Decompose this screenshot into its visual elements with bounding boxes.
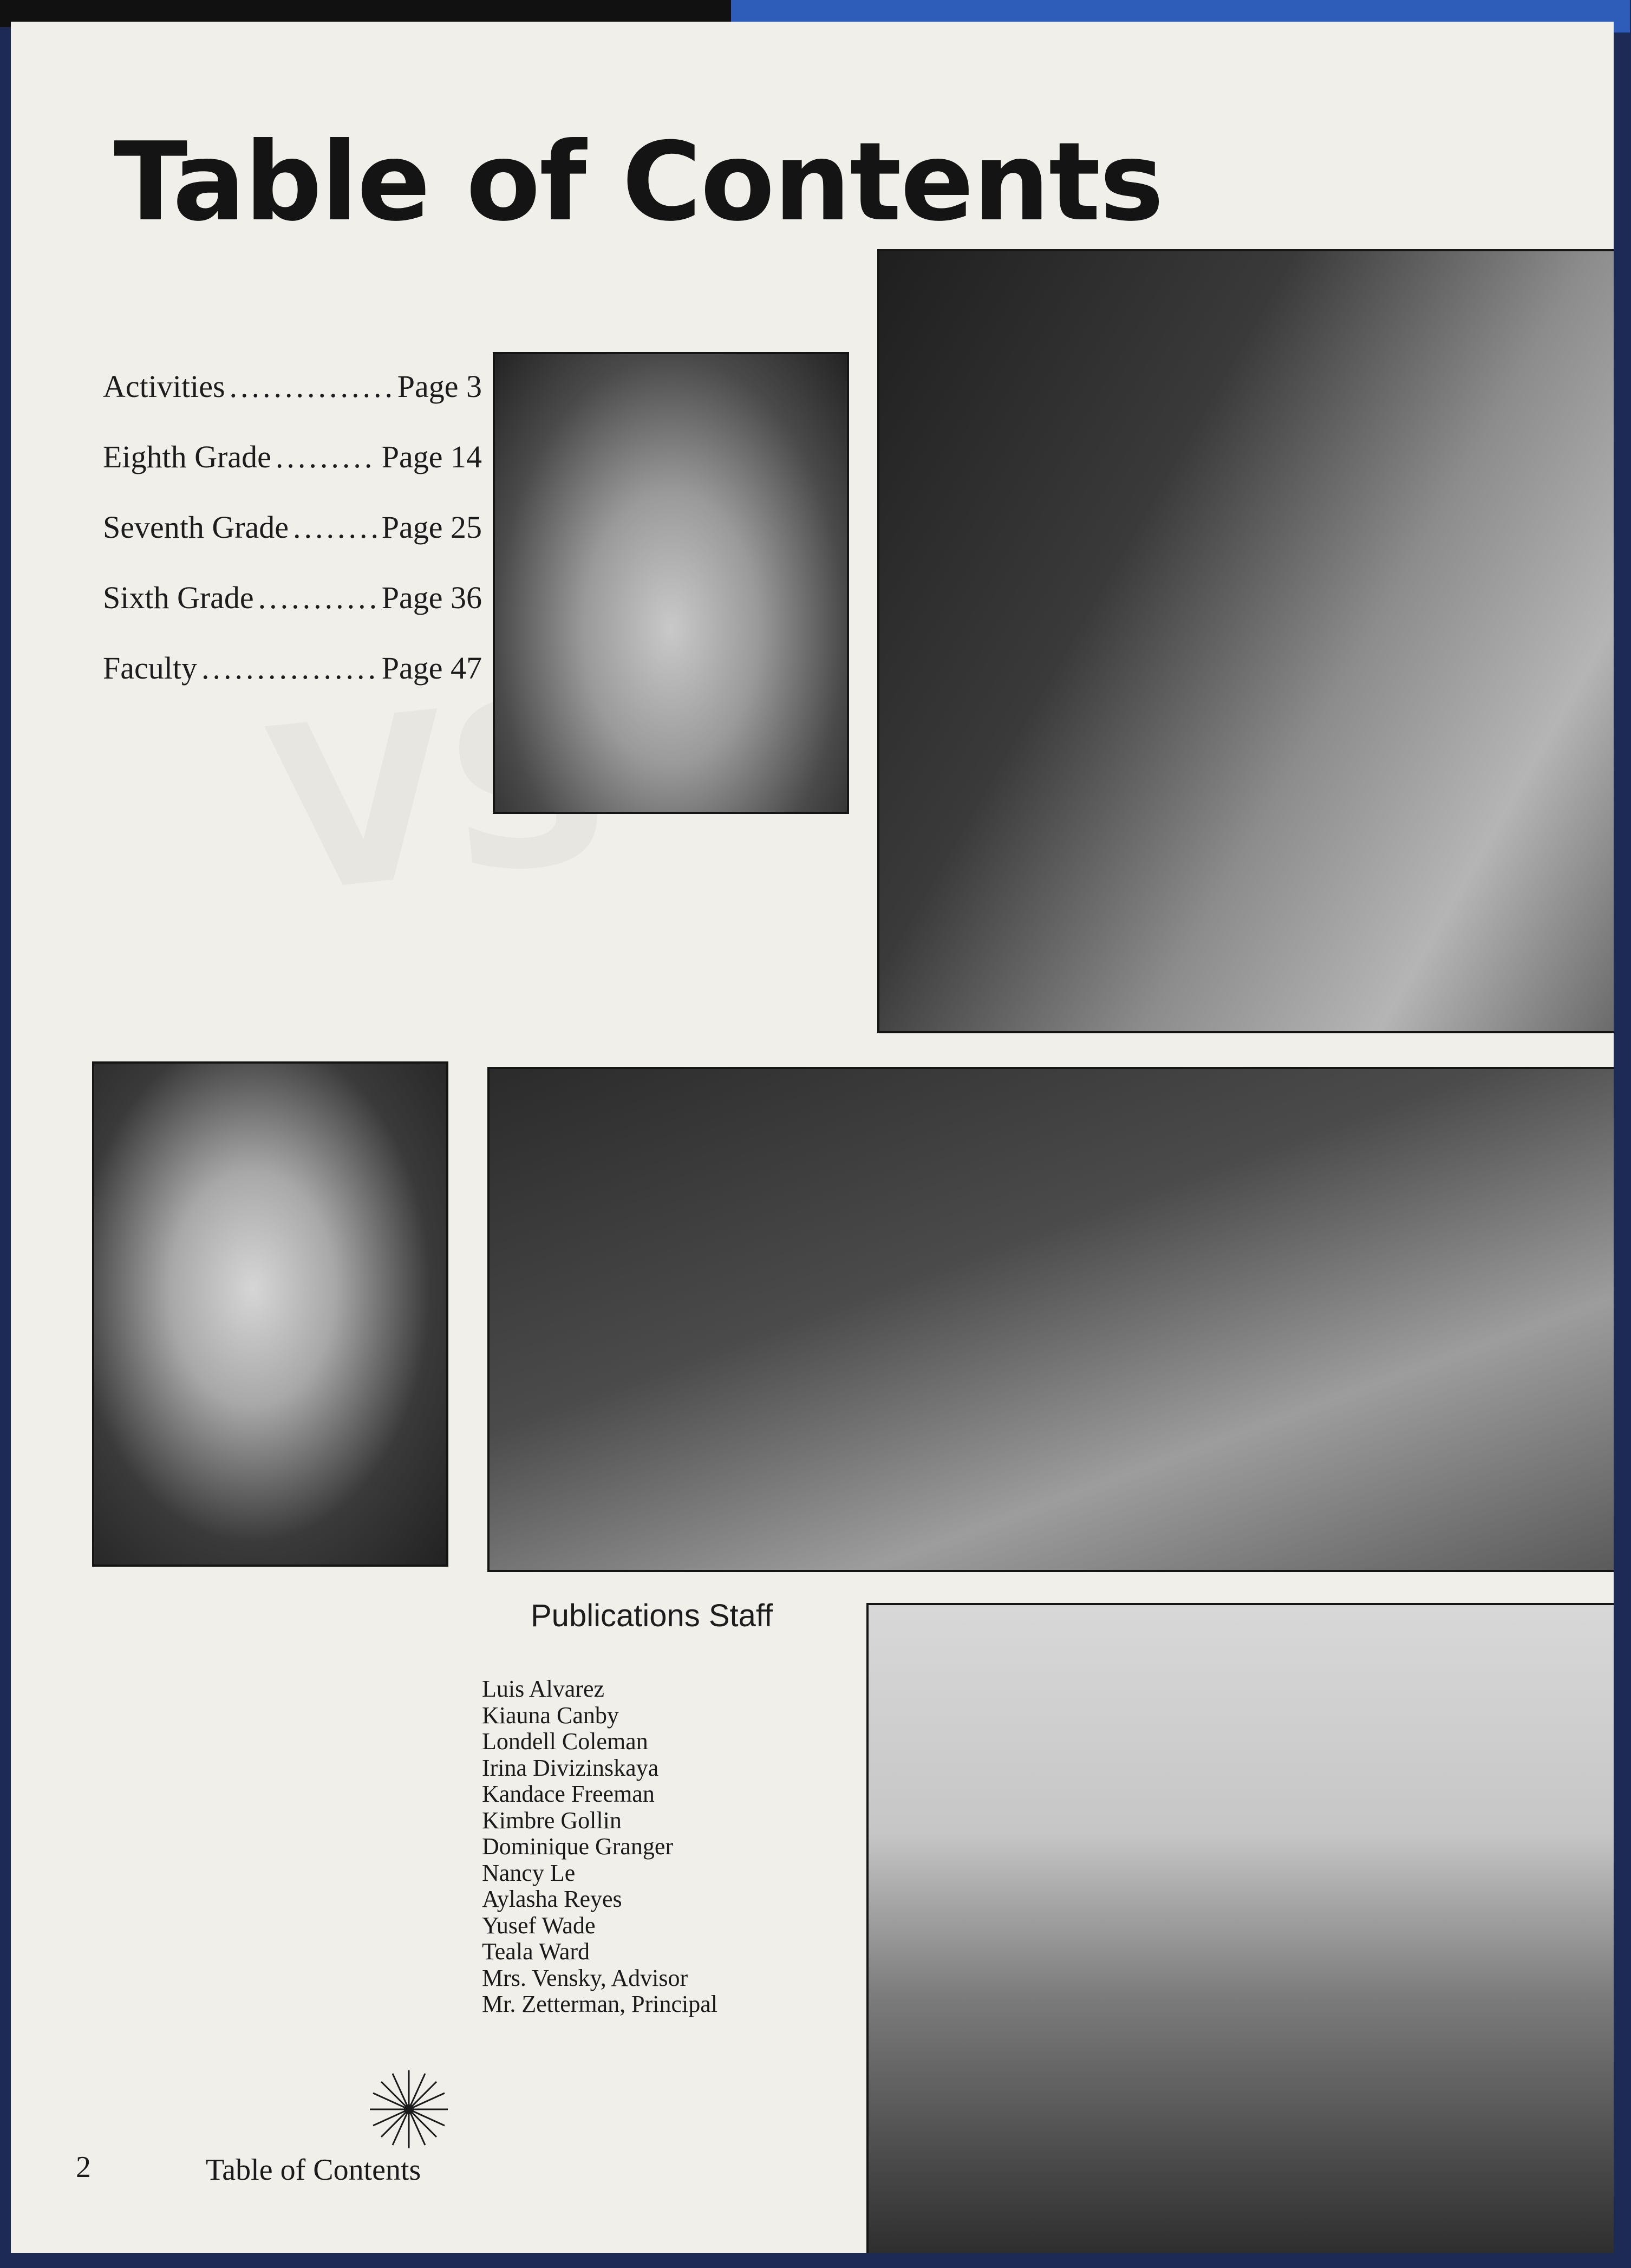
toc-entry-faculty[interactable] [103,650,482,720]
toc-label: Sixth Grade [103,580,254,615]
staff-member: Mr. Zetterman, Principal [482,1991,717,2017]
toc-leader [293,509,377,545]
staff-member: Aylasha Reyes [482,1886,622,1912]
toc-label: Seventh Grade [103,510,289,545]
photo-boy-portrait [493,352,849,814]
staff-member: Luis Alvarez [482,1676,605,1702]
toc-page: Page 25 [381,510,482,545]
toc-page: Page 47 [381,650,482,686]
page-title: Table of Contents [114,119,1163,245]
staff-member: Nancy Le [482,1859,576,1886]
photo-puppet [92,1061,448,1567]
staff-list [482,1676,717,2018]
photo-class-picture [866,1603,1614,2253]
staff-member: Teala Ward [482,1938,590,1965]
toc-leader [201,650,377,686]
staff-member: Yusef Wade [482,1912,596,1939]
toc-label: Faculty [103,650,197,686]
staff-member: Londell Coleman [482,1728,648,1755]
photo-two-girls [877,249,1614,1033]
toc-leader [276,439,377,475]
page-number: 2 [76,2150,91,2184]
toc-entry-seventh-grade[interactable] [103,509,482,579]
toc-leader [258,579,377,616]
toc-entry-sixth-grade[interactable] [103,579,482,650]
staff-member: Mrs. Vensky, Advisor [482,1964,688,1991]
staff-heading: Publications Staff [531,1598,773,1633]
starburst-icon [368,2069,449,2150]
toc-entry-activities[interactable] [103,368,482,439]
photo-students-group [487,1067,1614,1572]
toc-leader [230,368,393,405]
toc-page: Page 3 [397,369,482,404]
staff-member: Kiauna Canby [482,1702,619,1729]
toc-label: Activities [103,369,225,404]
toc-page: Page 14 [381,439,482,474]
staff-member: Irina Divizinskaya [482,1754,659,1781]
yearbook-page [11,22,1614,2253]
toc-entry-eighth-grade[interactable] [103,439,482,509]
staff-member: Kimbre Gollin [482,1807,622,1834]
toc-list [103,368,482,720]
toc-label: Eighth Grade [103,439,271,474]
staff-member: Dominique Granger [482,1833,674,1860]
toc-page: Page 36 [381,580,482,615]
staff-member: Kandace Freeman [482,1781,655,1807]
footer-section-title: Table of Contents [206,2153,421,2187]
